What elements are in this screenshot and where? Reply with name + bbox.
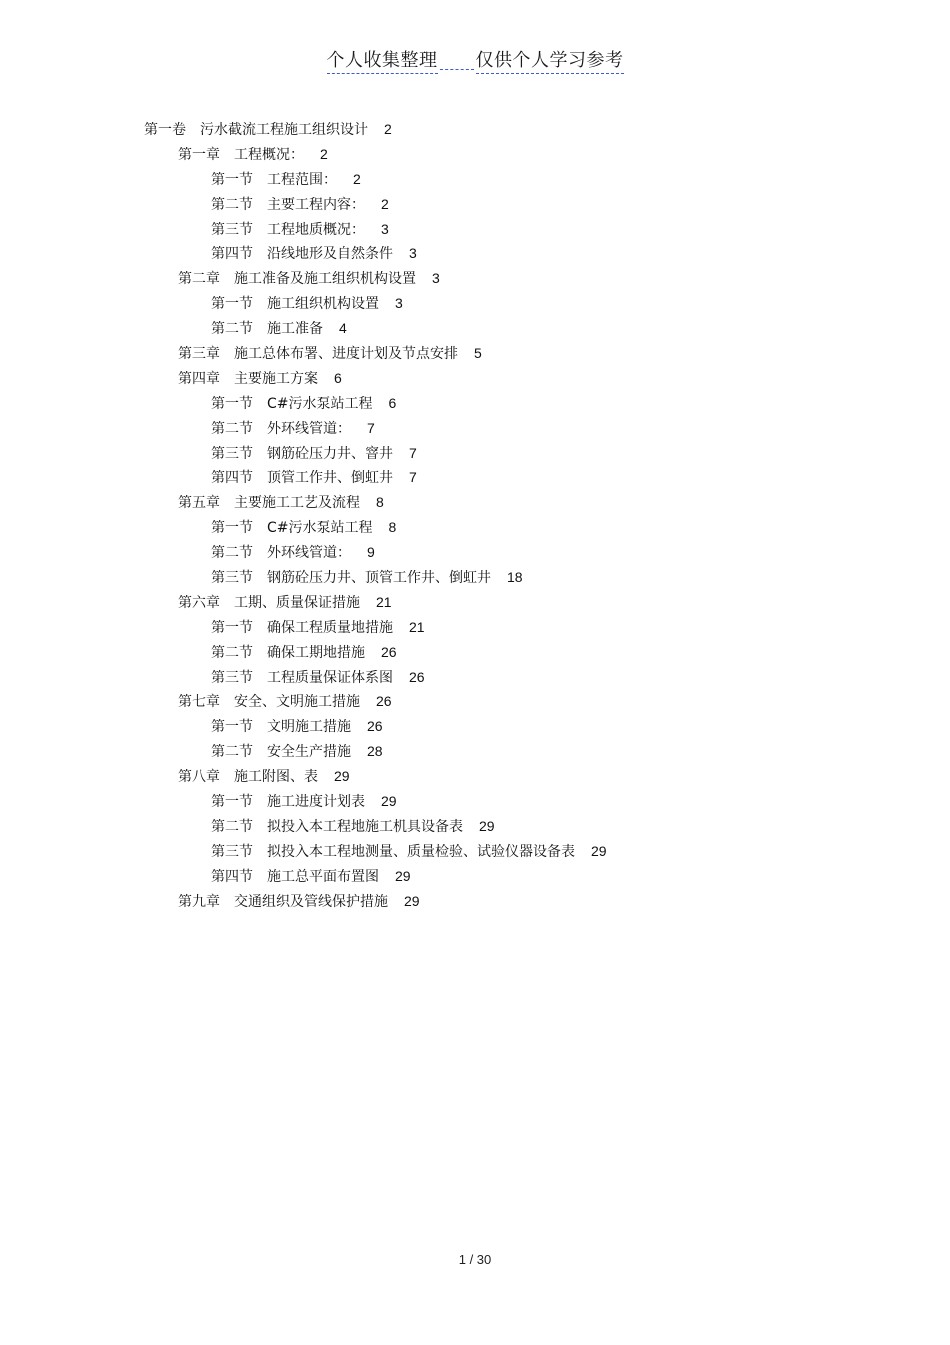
toc-entry[interactable] <box>0 640 950 665</box>
toc-entry[interactable] <box>0 316 950 341</box>
toc-entry-page: 3 <box>381 220 389 237</box>
toc-entry-page: 18 <box>507 569 523 586</box>
page-header <box>0 46 950 72</box>
toc-entry-title: 安全、文明施工措施 <box>234 694 360 711</box>
table-of-contents <box>0 117 950 914</box>
toc-entry-page: 7 <box>409 469 417 486</box>
toc-entry-page: 2 <box>353 170 361 187</box>
toc-entry[interactable] <box>0 441 950 466</box>
toc-entry-number: 第一章 <box>178 146 220 163</box>
toc-entry-number: 第四节 <box>211 470 253 487</box>
toc-entry-number: 第三节 <box>211 445 253 462</box>
toc-entry-number: 第二节 <box>211 321 253 338</box>
toc-entry-page: 7 <box>409 444 417 461</box>
toc-entry-title: 污水截流工程施工组织设计 <box>200 122 368 138</box>
toc-entry[interactable] <box>0 341 950 366</box>
toc-entry-page: 3 <box>432 270 440 287</box>
toc-entry[interactable] <box>0 665 950 690</box>
toc-entry-number: 第四节 <box>211 868 253 885</box>
toc-entry-page: 29 <box>591 842 607 859</box>
toc-entry-page: 8 <box>376 494 384 511</box>
toc-entry-page: 3 <box>409 245 417 262</box>
page-number: 1 / 30 <box>458 1252 492 1267</box>
toc-entry-title: 沿线地形及自然条件 <box>267 246 393 263</box>
toc-entry-number: 第二节 <box>211 818 253 835</box>
toc-entry-number: 第二章 <box>178 271 220 288</box>
toc-entry[interactable] <box>0 689 950 714</box>
toc-entry-page: 26 <box>376 693 392 710</box>
toc-entry-number: 第一节 <box>211 520 253 537</box>
toc-entry-title: 施工准备及施工组织机构设置 <box>234 271 416 288</box>
toc-entry-page: 8 <box>388 519 397 536</box>
toc-entry[interactable] <box>0 764 950 789</box>
toc-entry-title: 文明施工措施 <box>267 719 351 736</box>
toc-entry-number: 第一节 <box>211 296 253 313</box>
toc-entry-number: 第七章 <box>178 694 220 711</box>
toc-entry[interactable] <box>0 391 950 416</box>
toc-entry-page: 2 <box>384 121 392 137</box>
toc-entry[interactable] <box>0 465 950 490</box>
toc-entry-number: 第一节 <box>211 619 253 636</box>
toc-entry-page: 29 <box>334 768 350 785</box>
toc-entry-number: 第一节 <box>211 395 253 412</box>
toc-entry-number: 第三节 <box>211 669 253 686</box>
toc-entry-page: 9 <box>367 544 375 561</box>
toc-entry[interactable] <box>0 266 950 291</box>
toc-entry-page: 2 <box>381 195 389 212</box>
toc-entry-title: 工程地质概况： <box>267 221 365 238</box>
toc-entry-number: 第二节 <box>211 196 253 213</box>
toc-entry-title: 施工总体布署、进度计划及节点安排 <box>234 346 458 363</box>
toc-entry-title: 拟投入本工程地施工机具设备表 <box>267 818 463 835</box>
toc-entry-title: 主要施工工艺及流程 <box>234 495 360 512</box>
toc-entry-number: 第三节 <box>211 221 253 238</box>
toc-entry[interactable] <box>0 540 950 565</box>
toc-entry-title: 外环线管道： <box>267 420 351 437</box>
toc-entry[interactable] <box>0 416 950 441</box>
toc-entry-page: 2 <box>320 145 328 162</box>
toc-entry[interactable] <box>0 490 950 515</box>
toc-entry-number: 第九章 <box>178 893 220 910</box>
toc-entry-title: 工程范围： <box>267 171 337 188</box>
header-right-text: 仅供个人学习参考 <box>476 50 624 74</box>
toc-entry-page: 21 <box>409 618 425 635</box>
toc-entry-title: 钢筋砼压力井、顶管工作井、倒虹井 <box>267 570 491 587</box>
toc-entry-number: 第三章 <box>178 346 220 363</box>
toc-entry-title: 主要工程内容： <box>267 196 365 213</box>
toc-entry[interactable] <box>0 590 950 615</box>
toc-entry-number: 第二节 <box>211 420 253 437</box>
toc-entry-number: 第三节 <box>211 570 253 587</box>
toc-entry-page: 3 <box>395 295 403 312</box>
toc-entry-title: 钢筋砼压力井、窨井 <box>267 445 393 462</box>
toc-entry[interactable] <box>0 217 950 242</box>
toc-entry-number: 第二节 <box>211 545 253 562</box>
toc-entry-title: 安全生产措施 <box>267 744 351 761</box>
toc-entry-page: 29 <box>404 892 420 909</box>
toc-entry-page: 4 <box>339 320 347 337</box>
toc-entry-number: 第六章 <box>178 594 220 611</box>
header-left-text: 个人收集整理 <box>327 50 438 74</box>
toc-entry-title: 顶管工作井、倒虹井 <box>267 470 393 487</box>
toc-entry-page: 29 <box>381 793 397 810</box>
toc-entry-number: 第四节 <box>211 246 253 263</box>
toc-entry-page: 26 <box>409 668 425 685</box>
toc-entry-title: 交通组织及管线保护措施 <box>234 893 388 910</box>
toc-entry-title: 施工附图、表 <box>234 769 318 786</box>
toc-entry[interactable] <box>0 291 950 316</box>
toc-entry[interactable] <box>0 117 950 142</box>
toc-entry-number: 第二节 <box>211 644 253 661</box>
toc-entry-title: 施工准备 <box>267 321 323 338</box>
toc-entry-page: 29 <box>479 817 495 834</box>
toc-entry[interactable] <box>0 789 950 814</box>
toc-entry-page: 29 <box>395 867 411 884</box>
toc-entry[interactable] <box>0 864 950 889</box>
toc-entry[interactable] <box>0 142 950 167</box>
toc-entry-title: 确保工期地措施 <box>267 644 365 661</box>
toc-entry-number: 第五章 <box>178 495 220 512</box>
toc-entry[interactable] <box>0 615 950 640</box>
toc-entry-number: 第一节 <box>211 794 253 811</box>
toc-entry-title: C#污水泵站工程 <box>267 395 373 412</box>
toc-entry[interactable] <box>0 814 950 839</box>
toc-entry[interactable] <box>0 839 950 864</box>
toc-entry-number: 第八章 <box>178 769 220 786</box>
toc-entry-page: 26 <box>367 718 383 735</box>
toc-entry-page: 21 <box>376 593 392 610</box>
toc-entry-number: 第一卷 <box>144 122 186 138</box>
toc-entry-number: 第一节 <box>211 719 253 736</box>
toc-entry-page: 5 <box>474 345 482 362</box>
toc-entry-number: 第三节 <box>211 843 253 860</box>
toc-entry-title: 施工总平面布置图 <box>267 868 379 885</box>
toc-entry-title: 施工组织机构设置 <box>267 296 379 313</box>
toc-entry-page: 6 <box>388 394 397 411</box>
toc-entry[interactable] <box>0 167 950 192</box>
toc-entry-title: C#污水泵站工程 <box>267 520 373 537</box>
toc-entry-title: 外环线管道： <box>267 545 351 562</box>
toc-entry-number: 第四章 <box>178 370 220 387</box>
toc-entry-number: 第一节 <box>211 171 253 188</box>
toc-entry[interactable] <box>0 192 950 217</box>
toc-entry-title: 工程质量保证体系图 <box>267 669 393 686</box>
toc-entry[interactable] <box>0 565 950 590</box>
toc-entry-page: 26 <box>381 643 397 660</box>
header-underline-gap <box>440 68 474 70</box>
toc-entry-title: 确保工程质量地措施 <box>267 619 393 636</box>
toc-entry[interactable] <box>0 714 950 739</box>
toc-entry-title: 拟投入本工程地测量、质量检验、试验仪器设备表 <box>267 843 575 860</box>
toc-entry-title: 工程概况： <box>234 146 304 163</box>
toc-entry[interactable] <box>0 241 950 266</box>
toc-entry[interactable] <box>0 366 950 391</box>
toc-entry-page: 28 <box>367 743 383 760</box>
toc-entry[interactable] <box>0 889 950 914</box>
toc-entry-number: 第二节 <box>211 744 253 761</box>
toc-entry-title: 施工进度计划表 <box>267 794 365 811</box>
toc-entry-title: 主要施工方案 <box>234 370 318 387</box>
toc-entry[interactable] <box>0 515 950 540</box>
toc-entry-page: 6 <box>334 369 342 386</box>
toc-entry[interactable] <box>0 739 950 764</box>
toc-entry-title: 工期、质量保证措施 <box>234 594 360 611</box>
toc-entry-page: 7 <box>367 419 375 436</box>
